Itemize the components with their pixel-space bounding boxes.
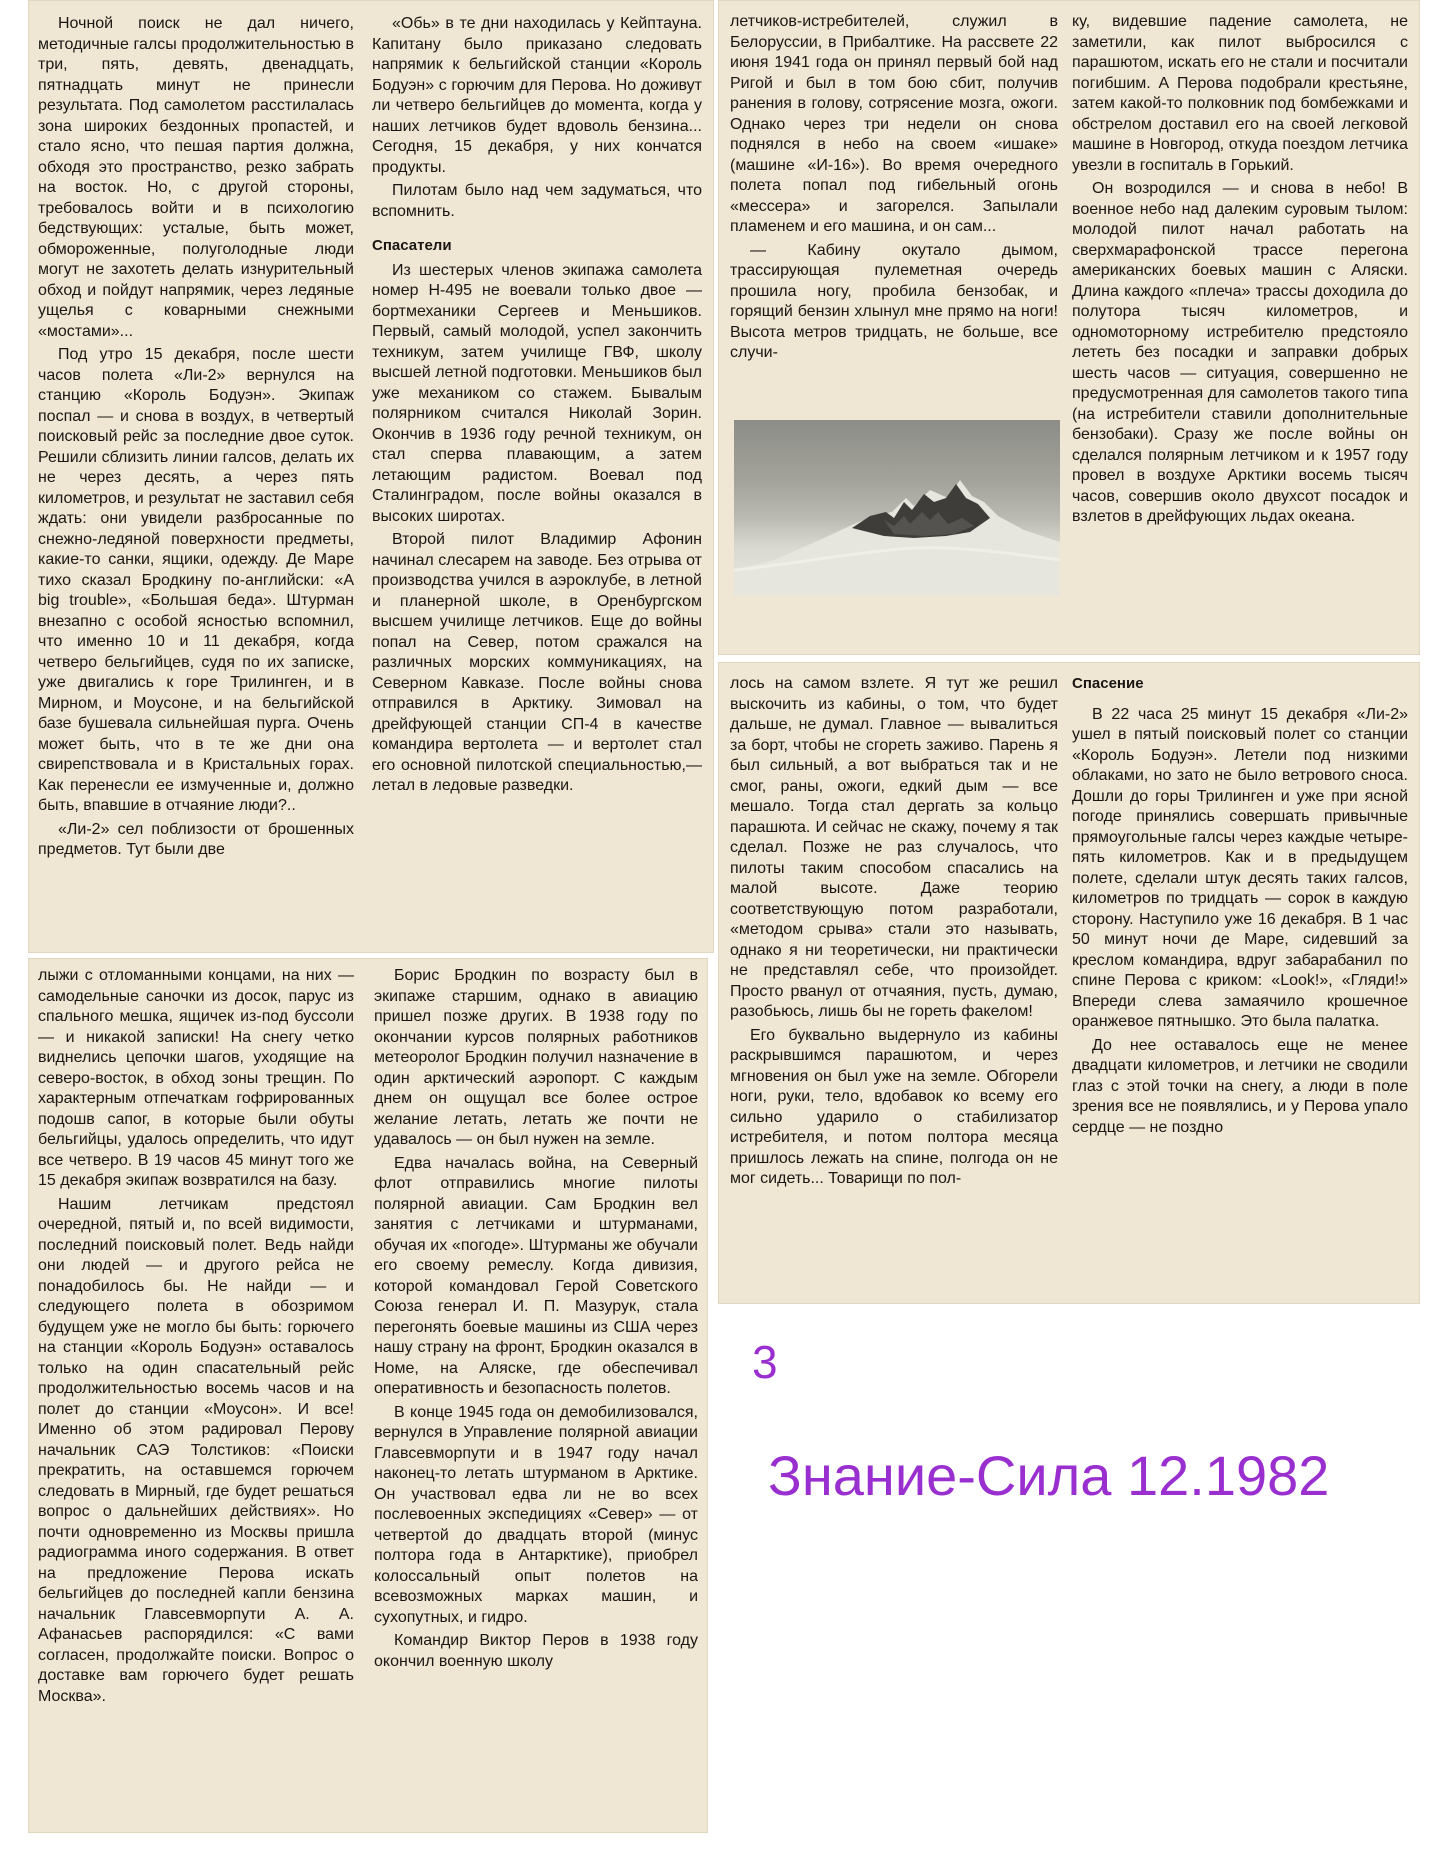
text-column-d1 [38, 966, 354, 1826]
text-block-a2-bottom [372, 261, 702, 797]
paragraph: Из шестерых членов экипажа самолета номер Н-495 не воевали только двое — бортмеханики Сергеев и Меньшиков. Первый, самый молодой, успел закончить техникум, затем училище ГВФ, школу высшей летной подготовки. Меньшиков был уже механиком со стажем. Бывалым полярником считался Николай Зорин. Окончив в 1936 году речной техникум, он стал сперва плавающим, а затем летающим радистом. Воевал под Сталинградом, после войны оказался в высоких широтах. [372, 261, 702, 525]
heading-spasateli: Спасатели [372, 237, 452, 254]
text-column-b1 [730, 12, 1058, 361]
paragraph: ку, видевшие падение самолета, не заметили, как пилот выбросился с парашютом, искать его не стали и посчитали погибшим. А Перова подобрали крестьяне, затем какой-то полковник под бомбежками и обстрелом доставил его на своей легковой машине в Новгород, откуда поездом летчика увезли в госпиталь в Горький. [1072, 13, 1408, 174]
paragraph: Второй пилот Владимир Афонин начинал слесарем на заводе. Без отрыва от производства учился в аэроклубе, в летной и планерной школе, в Оренбургском высшем училище летчиков. Еще до войны попал на Север, потом сражался на различных морских коммуникациях, на Северном Кавказе. После войны снова отправился в Арктику. Зимовал на дрейфующей станции СП-4 в качестве командира вертолета — и вертолет стал его основной пилотской специальностью,— летал в ледовые разведки. [372, 531, 702, 794]
paragraph: Он возродился — и снова в небо! В военное небо над далеким суровым тылом: молодой пилот начал работать на сверхмарафонской трассе перегона американских боевых машин с Аляски. Длина каждого «плеча» трассы доходила до полутора тысяч километров, и одномоторному истребителю предстояло лететь без посадки и заправки добрых шесть часов — ситуация, совершенно не предусмотренная для самолетов такого типа (на истребители ставили дополнительные бензобаки). Сразу же после войны он сделался полярным летчиком и к 1957 году провел в воздухе Арктики восемь тысяч часов, совершив около двухсот посадок и взлетов в дрейфующих льдах океана. [1072, 180, 1408, 525]
text-column-a2 [372, 14, 702, 944]
page-number: 3 [752, 1336, 778, 1388]
paragraph: лыжи с отломанными концами, на них — самодельные саночки из досок, парус из спального мешка, ящичек из-под буссоли — и никакой записки! На снегу четко виднелись цепочки шагов, уходящие на северо-восток, в обход зоны трещин. По характерным отпечаткам гофрированных подошв сапог, в которые были обуты бельгийцы, удалось определить, что идут все четверо. В 19 часов 45 минут того же 15 декабря экипаж возвратился на базу. [38, 967, 354, 1189]
antarctic-mountain-photo [734, 420, 1060, 596]
paragraph: — Кабину окутало дымом, трассирующая пулеметная очередь прошила ногу, пробила бензобак, и горящий бензин хлынул мне прямо на ноги! Высота метров тридцать, не больше, все случи- [730, 241, 1058, 361]
paragraph: В конце 1945 года он демобилизовался, вернулся в Управление полярной авиации Главсевморпути и в 1947 году начал наконец-то летать штурманом в Арктике. Он участвовал едва ли не во всех послевоенных экспедициях «Север» — от четвертой до двадцать второй (минус полтора года в Антарктике), приобрел колоссальный опыт полетов на всевозможных марках машин, и сухопутных, и гидро. [374, 1403, 698, 1626]
paragraph: До нее оставалось еще не менее двадцати километров, и летчики не сводили глаз с этой точки на снегу, а люди в поле зрения все не появлялись, и у Перова упало сердце — не поздно [1072, 1036, 1408, 1136]
text-column-c2 [1072, 674, 1408, 1298]
text-column-b2 [1072, 12, 1408, 648]
text-column-c1 [730, 674, 1058, 1298]
paragraph: летчиков-истребителей, служил в Белоруссии, в Прибалтике. На рассвете 22 июня 1941 года он принял первый бой над Ригой и был в том бою сбит, получив ранения в голову, сотрясение мозга, ожоги. Однако через три недели он снова поднялся в небо на своем «ишаке» (машине «И-16»). Во время очередного полета попал под гибельный огонь «мессера» и загорелся. Запылали пламенем и его машина, и он сам... [730, 13, 1058, 235]
paragraph: «Обь» в те дни находилась у Кейптауна. Капитану было приказано следовать напрямик к бельгийской станции «Король Бодуэн» с горючим для Перова. Но доживут ли четверо бельгийцев до момента, когда у наших летчиков будет вдоволь бензина... Сегодня, 15 декабря, у них кончатся продукты. [372, 15, 702, 176]
source-label: Знание-Сила 12.1982 [768, 1444, 1330, 1507]
paragraph: Едва началась война, на Северный флот отправились многие пилоты полярной авиации. Сам Бродкин вел занятия с летчиками и штурманами, обучая их «погоде». Штурманы же обучали его своему ремеслу. Когда дивизия, которой командовал Герой Советского Союза генерал И. П. Мазурук, стала перегонять боевые машины из США через нашу страну на фронт, Бродкин оказался в Номе, на Аляске, где обеспечивал оперативность и безопасность полетов. [374, 1154, 698, 1397]
paragraph: Ночной поиск не дал ничего, методичные галсы продолжительностью в три, пять, девять, двенадцать, пятнадцать минут не принесли результата. Под самолетом расстилалась зона широких бездонных пропастей, и стало ясно, что пешая партия должна, обходя это пространство, резко забрать на восток. Но, с другой стороны, требовалось войти и в психологию бедствующих: усталые, быть может, обмороженные, полуголодные люди могут не захотеть делать изнурительный обход и пойдут напрямик, через ледяные ущелья с коварными снежными «мостами»... [38, 15, 354, 340]
mountain-illustration [734, 420, 1060, 596]
paragraph: В 22 часа 25 минут 15 декабря «Ли-2» ушел в пятый поисковый полет со станции «Король Бодуэн». Летели под низкими облаками, но зато не было ветрового сноса. Дошли до горы Трилинген и уже при ясной погоде принялись совершать привычные прямоугольные галсы через каждые четыре-пять километров. Как и в предыдущем полете, сделали штук десять таких галсов, километров по тридцать — сорок в каждую сторону. Наступило уже 16 декабря. В 1 час 50 минут ночи де Маре, сидевший за креслом командира, вдруг забарабанил по спине Перова с криком: «Look!», «Гляди!» Впереди слева замаячило крошечное оранжевое пятнышко. Это была палатка. [1072, 705, 1408, 1030]
paragraph: Борис Бродкин по возрасту был в экипаже старшим, однако в авиацию пришел позже других. В 1938 году по окончании курсов полярных работников метеоролог Бродкин получил назначение в один арктический аэропорт. С каждым днем он ощущал все более острое желание летать, летать же почти не удавалось — он был нужен на земле. [374, 967, 698, 1148]
paragraph: «Ли-2» сел поблизости от брошенных предметов. Тут были две [38, 820, 354, 858]
paragraph: Пилотам было над чем задуматься, что вспомнить. [372, 182, 702, 220]
text-block-c2 [1072, 705, 1408, 1139]
paragraph: Нашим летчикам предстоял очередной, пятый и, по всей видимости, последний поисковый полет. Ведь найди они людей — и другого рейса не понадобилось бы. Не найди — и следующего полета в обозримом будущем уже не могло бы быть: горючего на станции «Король Бодуэн» оставалось только на один спасательный рейс продолжительностью восемь часов и на полет до станции «Моусон». И все! Именно об этом радировал Перову начальник САЭ Толстиков: «Поиски прекратить, на оставшемся горючем следовать в Мирный, где будет решаться вопрос о дальнейших действиях». Но почти одновременно из Москвы пришла радиограмма иного содержания. В ответ на предложение Перова искать бельгийцев до последней капли бензина начальник Главсевморпути А. А. Афанасьев распорядился: «С вами согласен, продолжайте поиски. Вопрос о доставке вам горючего будет решать Москва». [38, 1195, 354, 1705]
paragraph: Под утро 15 декабря, после шести часов полета «Ли-2» вернулся на станцию «Король Бодуэн». Экипаж поспал — и снова в воздух, в четвертый поисковый рейс за последние двое суток. Решили сблизить линии галсов, делать их не через десять, а через пять километров, и результат не заставил себя ждать: они увидели разбросанные по снежно-ледяной поверхности предметы, какие-то санки, ящики, одежду. Де Маре тихо сказал Бродкину по-английски: «A big trouble», «Большая беда». Штурман внезапно с особой ясностью вспомнил, что именно 10 и 11 декабря, когда четверо бельгийцев, судя по их записке, уже двигались к горе Трилинген, и в Мирном, и Моусоне, и на бельгийской базе бушевала сильнейшая пурга. Очень может быть, что в те же дни она свирепствовала и в Кристальных горах. Как перенесли ее измученные и, должно быть, впавшие в отчаяние люди?.. [38, 346, 354, 814]
text-column-d2 [374, 966, 698, 1826]
paragraph: лось на самом взлете. Я тут же решил выскочить из кабины, о том, что будет дальше, не думал. Главное — вывалиться за борт, чтобы не сгореть заживо. Парень я был сильный, а вот выбраться так и не смог, раны, ожоги, едкий дым — все мешало. Тогда стал дергать за кольцо парашюта. И сейчас не скажу, почему я так сделал. Позже не раз случалось, что пилоты таким способом спасались на малой высоте. Даже теорию соответствующую потом разработали, «методом срыва» стали это называть, однако я ни теоретически, ни практически не представлял себе, что произойдет. Просто рванул от отчаяния, пусть, думаю, разобьюсь, лишь бы не гореть факелом! [730, 675, 1058, 1020]
paragraph: Его буквально выдернуло из кабины раскрывшимся парашютом, и через мгновения он был уже на земле. Обгорели ноги, руки, тело, вдобавок ко всему его сильно ударило о стабилизатор истребителя, и потом полтора месяца пришлось лежать на спине, полгода он не мог сидеть... Товарищи по пол- [730, 1026, 1058, 1187]
paragraph: Командир Виктор Перов в 1938 году окончил военную школу [374, 1632, 698, 1670]
text-block-a2-top [372, 14, 702, 222]
text-column-a1 [38, 14, 354, 944]
heading-spasenie: Спасение [1072, 675, 1144, 692]
